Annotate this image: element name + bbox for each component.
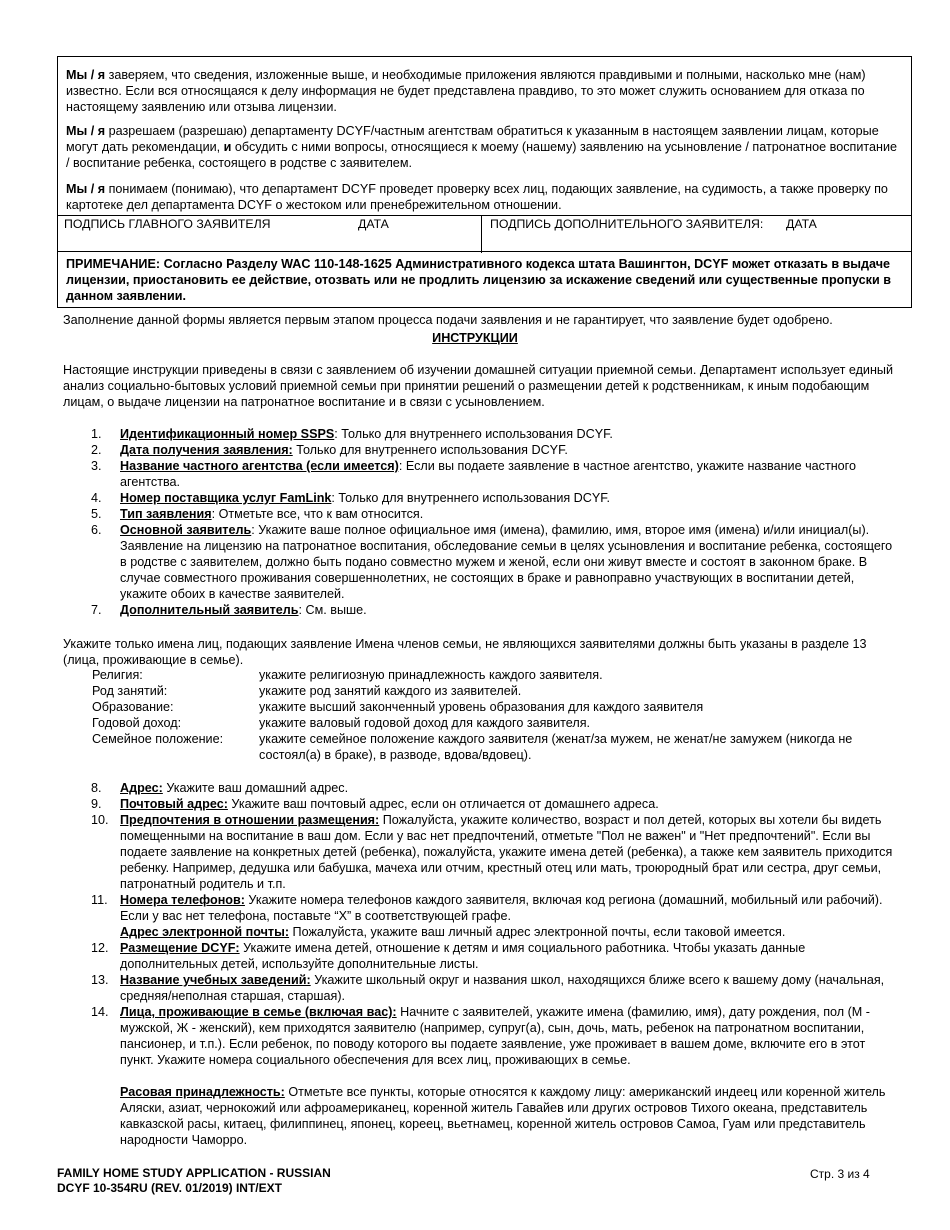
list-item: 10. Предпочтения в отношении размещения: Пожалуйста, укажите количество, возраст и пол детей, которых вы хотели бы видеть помещенными на воспитание в ваш дом. Если у вас нет предпочтений, отметьте "Пол не важен" и "Нет предпочтений". Если вы подаете заявление на конкретных детей (ребенка), пожалуйста, укажите имена детей (ребенка), а также кем заявитель приходится ребенку. Например, дедушка или бабушка, мачеха или отчим, крестный отец или мать, троюродный брат или сестра, друг семьи, патронатный родитель и т.п. — [91, 813, 893, 891]
secondary-signature-field[interactable] — [482, 216, 911, 253]
declaration-paragraph-1: Мы / я заверяем, что сведения, изложенные выше, и необходимые приложения являются правдивыми и полными, насколько мне (нам) известно. Если вся относящаяся к делу информация не будет представлена правдиво, то это может служить основанием для отказа по настоящему заявлению или отзыва лицензии. — [66, 68, 866, 114]
list-item: 2. Дата получения заявления: Только для внутреннего использования DCYF. — [91, 443, 568, 457]
names-note: Укажите только имена лиц, подающих заявление Имена членов семьи, не являющихся заявителями должны быть указаны в разделе 13 (лица, проживающие в семье). — [63, 637, 867, 667]
table-row: Годовой доход: укажите валовый годовой доход для каждого заявителя. — [92, 716, 591, 730]
table-row: Религия: укажите религиозную принадлежность каждого заявителя. — [92, 668, 603, 682]
declaration-paragraph-2: Мы / я разрешаем (разрешаю) департаменту DCYF/частным агентствам обратиться к указанным в настоящем заявлении лицам, которые могут дать рекомендации, и обсудить с ними вопросы, относящиеся к моему (нашему) заявлению на усыновление / патронатное воспитание / воспитание ребенка, состоящего в родстве с заявителем. — [66, 124, 897, 170]
table-row: Семейное положение: укажите семейное положение каждого заявителя (женат/за мужем, не женат/не замужем (никогда не состоял(а) в браке), в разводе, вдова/вдовец). — [92, 732, 853, 762]
signature-row — [58, 215, 911, 253]
list-item: 9. Почтовый адрес: Укажите ваш почтовый адрес, если он отличается от домашнего адреса. — [91, 797, 659, 811]
list-item: 12. Размещение DCYF: Укажите имена детей, отношение к детям и имя социального работника. Чтобы указать данные дополнительных детей, используйте дополнительные листы. — [91, 941, 806, 971]
list-item: 8. Адрес: Укажите ваш домашний адрес. — [91, 781, 349, 795]
instructions-list-1 — [63, 426, 898, 618]
primary-date-label: ДАТА — [358, 217, 389, 231]
note-box — [57, 251, 912, 308]
intro-paragraph: Настоящие инструкции приведены в связи с заявлением об изучении домашней ситуации приемной семьи. Департамент использует единый анализ социально-бытовых условий приемной семьи при принятии решений о размещении детей к родственникам, к иным подобающим лицам, о выдаче лицензии на патронатное воспитание и в связи с усыновлением. — [63, 363, 894, 409]
definitions-table — [92, 667, 859, 763]
table-row: Образование: укажите высший законченный уровень образования для каждого заявителя — [92, 700, 704, 714]
instructions-title: ИНСТРУКЦИИ — [432, 331, 518, 345]
list-item: 7. Дополнительный заявитель: См. выше. — [91, 603, 367, 617]
list-item: 4. Номер поставщика услуг FamLink: Только для внутреннего использования DCYF. — [91, 491, 611, 505]
primary-signature-label: ПОДПИСЬ ГЛАВНОГО ЗАЯВИТЕЛЯ — [64, 217, 271, 231]
email-subitem: Адрес электронной почты: Пожалуйста, укажите ваш личный адрес электронной почты, если таковой имеется. — [120, 925, 786, 939]
footer-title: FAMILY HOME STUDY APPLICATION - RUSSIAN — [57, 1166, 331, 1180]
primary-signature-field[interactable] — [58, 216, 482, 253]
note-text: ПРИМЕЧАНИЕ: Согласно Разделу WAC 110-148-1625 Административного кодекса штата Вашингтон, DCYF может отказать в выдаче лицензии, приостановить ее действие, отозвать или не продлить лицензию за искажение сведений или существенные пропуски в данном заявлении. — [66, 257, 891, 303]
footer-form-id — [57, 1166, 331, 1196]
instructions-list-2 — [63, 780, 898, 1068]
list-item: 11. Номера телефонов: Укажите номера телефонов каждого заявителя, включая код региона (домашний, мобильный или рабочий). Если у вас нет телефона, поставьте “X” в соответствующей графе. Адрес электронной почты: Пожалуйста, укажите ваш личный адрес электронной почты, если таковой имеется. — [63, 892, 898, 940]
declaration-paragraph-3: Мы / я понимаем (понимаю), что департамент DCYF проведет проверку всех лиц, подающих заявление, на судимость, а также проверку по картотеке дел департамента DCYF о жестоком или пренебрежительном отношении. — [66, 182, 888, 212]
list-item: 14. Лица, проживающие в семье (включая вас): Начните с заявителей, укажите имена (фамилию, имя), дату рождения, пол (М - мужской, Ж - женский), кем приходятся заявителю (например, супруг(а), сын, дочь, мать, ребенок на патронатном воспитании, пансионер, и т.п.). Если ребенок, по поводу которого вы подаете заявление, уже проживает в вашем доме, включите его в этот пункт. Укажите номера социального обеспечения для всех лиц, проживающих в семье. — [91, 1005, 870, 1067]
list-item: 6. Основной заявитель: Укажите ваше полное официальное имя (имена), фамилию, имя, второе имя (имена) и/или инициал(ы). Заявление на лицензию на патронатное воспитания, обследование семьи в целях усыновления и воспитание ребенка, состоящего в родстве с заявителем, должно быть подано совместно мужем и женой, если они живут вместе и состоят в законном браке. В случае совместного проживания совершеннолетних, не состоящих в браке и равноправно участвующих в воспитании детей, укажите обоих в качестве заявителей. — [91, 523, 893, 601]
secondary-signature-label: ПОДПИСЬ ДОПОЛНИТЕЛЬНОГО ЗАЯВИТЕЛЯ: — [490, 217, 764, 231]
list-item: 5. Тип заявления: Отметьте все, что к вам относится. — [91, 507, 424, 521]
secondary-date-label: ДАТА — [786, 217, 817, 231]
list-item: 3. Название частного агентства (если имеется): Если вы подаете заявление в частное агентство, укажите название частного агентства. — [91, 459, 857, 489]
footer-form-number: DCYF 10-354RU (REV. 01/2019) INT/EXT — [57, 1181, 282, 1195]
disclaimer: Заполнение данной формы является первым этапом процесса подачи заявления и не гарантирует, что заявление будет одобрено. — [63, 313, 833, 327]
declaration-box — [57, 56, 912, 252]
page-number: Стр. 3 из 4 — [810, 1167, 870, 1181]
table-row: Род занятий: укажите род занятий каждого из заявителей. — [92, 684, 522, 698]
list-item: 1. Идентификационный номер SSPS: Только для внутреннего использования DCYF. — [91, 427, 613, 441]
list-item: 13. Название учебных заведений: Укажите школьный округ и названия школ, находящихся ближе всего к вашему дому (начальная, средняя/неполная старшая, старшая). — [91, 973, 885, 1003]
race-paragraph: Расовая принадлежность: Отметьте все пункты, которые относятся к каждому лицу: американский индеец или коренной житель Аляски, азиат, чернокожий или афроамериканец, коренной житель Гавайев или других островов Тихого океана, представитель кавказской расы, китаец, филиппинец, японец, кореец, вьетнамец, коренной житель островов Самоа, Гуам или представитель народности Чаморро. — [120, 1085, 886, 1147]
